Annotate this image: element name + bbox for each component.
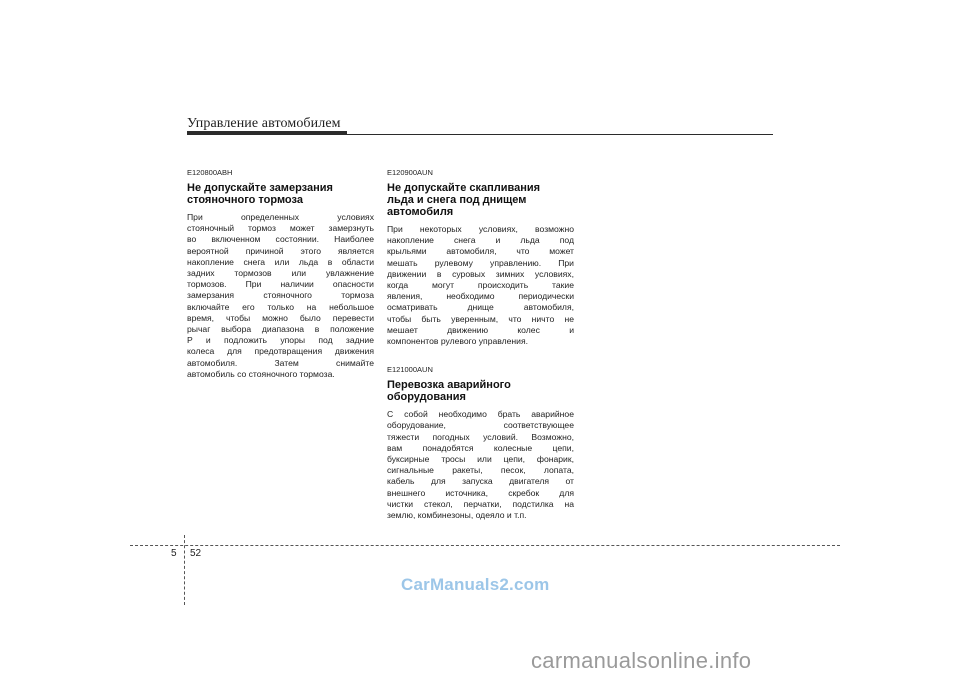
body-line: чистки стекол, перчатки, подстилка на <box>387 498 574 509</box>
section-number: 5 <box>171 548 177 559</box>
body-line: задних тормозов или увлажнение <box>187 268 374 279</box>
watermark-logo[interactable]: CarManuals2.com <box>401 575 550 594</box>
body-line: тормозов. При наличии опасности <box>187 279 374 290</box>
body-line: во включенном состоянии. Наиболее <box>187 234 374 245</box>
right-column <box>387 168 574 521</box>
body-line: колеса для предотвращения движения <box>187 346 374 357</box>
body-line: осматривать днище автомобиля, <box>387 302 574 313</box>
page-number: 52 <box>190 548 202 559</box>
body-line: автомобиля. Затем снимайте <box>187 357 374 368</box>
body-line: когда могут происходить такие <box>387 280 574 291</box>
body-line: P и подложить упоры под задние <box>187 335 374 346</box>
body-line: буксирные тросы или цепи, фонарик, <box>387 454 574 465</box>
heading-line: Перевозка аварийного <box>387 379 511 392</box>
heading-line: стояночного тормоза <box>187 194 303 206</box>
body-line: При определенных условиях <box>187 212 374 222</box>
heading-line: оборудования <box>387 391 466 404</box>
body-line: землю, комбинезоны, одеяло и т.п. <box>387 510 527 521</box>
bottom-watermark: carmanualsonline.info <box>531 648 752 673</box>
footer-dashed-rule <box>130 545 840 546</box>
body-line: сигнальные ракеты, песок, лопата, <box>387 465 574 476</box>
body-line: оборудование, соответствующее <box>387 420 574 431</box>
body-line: компонентов рулевого управления. <box>387 336 529 347</box>
body-line: время, чтобы можно было перевести <box>187 312 374 323</box>
page-header-title: Управление автомобилем <box>187 116 341 131</box>
body-line: включайте его только на небольшое <box>187 301 374 312</box>
section-body <box>387 224 574 347</box>
body-line: мешать рулевому управлению. При <box>387 257 574 268</box>
body-line: рычаг выбора диапазона в положение <box>187 324 374 335</box>
section-code: E121000AUN <box>387 365 433 375</box>
emergency-equipment-section <box>387 365 574 521</box>
body-line: внешнего источника, скребок для <box>387 487 574 498</box>
body-line: вероятной причиной этого является <box>187 245 374 256</box>
body-line: тяжести погодных условий. Возможно, <box>387 431 574 442</box>
body-line: движении в суровых зимних условиях, <box>387 268 574 279</box>
body-line: мешает движению колес и <box>387 324 574 335</box>
body-line: чтобы быть уверенным, что ничто не <box>387 313 574 324</box>
body-line: явления, необходимо периодически <box>387 291 574 302</box>
heading-line: Не допускайте замерзания <box>187 182 333 194</box>
section-heading <box>387 182 574 218</box>
body-line: автомобиль со стояночного тормоза. <box>187 368 335 379</box>
heading-line: льда и снега под днищем <box>387 194 527 206</box>
body-line: замерзания стояночного тормоза <box>187 290 374 301</box>
section-body <box>387 409 574 521</box>
body-line: вам понадобятся колесные цепи, <box>387 442 574 453</box>
section-heading <box>387 379 574 403</box>
section-code: E120900AUN <box>387 168 433 177</box>
heading-line: автомобиля <box>387 206 454 218</box>
section-code: E120800ABH <box>187 168 233 177</box>
body-line: стояночный тормоз может замерзнуть <box>187 223 374 234</box>
footer-vertical-rule <box>184 535 185 605</box>
body-line: накопление снега и льда под <box>387 235 574 246</box>
body-line: крыльями автомобиля, что может <box>387 246 574 257</box>
body-line: кабель для запуска двигателя от <box>387 476 574 487</box>
section-heading <box>187 182 374 206</box>
heading-line: Не допускайте скапливания <box>387 182 541 194</box>
body-line: При некоторых условиях, возможно <box>387 224 574 234</box>
header-rule <box>187 134 773 135</box>
body-line: С собой необходимо брать аварийное <box>387 409 574 420</box>
section-body <box>187 212 374 380</box>
left-column <box>187 168 374 380</box>
body-line: накопление снега или льда в области <box>187 256 374 267</box>
